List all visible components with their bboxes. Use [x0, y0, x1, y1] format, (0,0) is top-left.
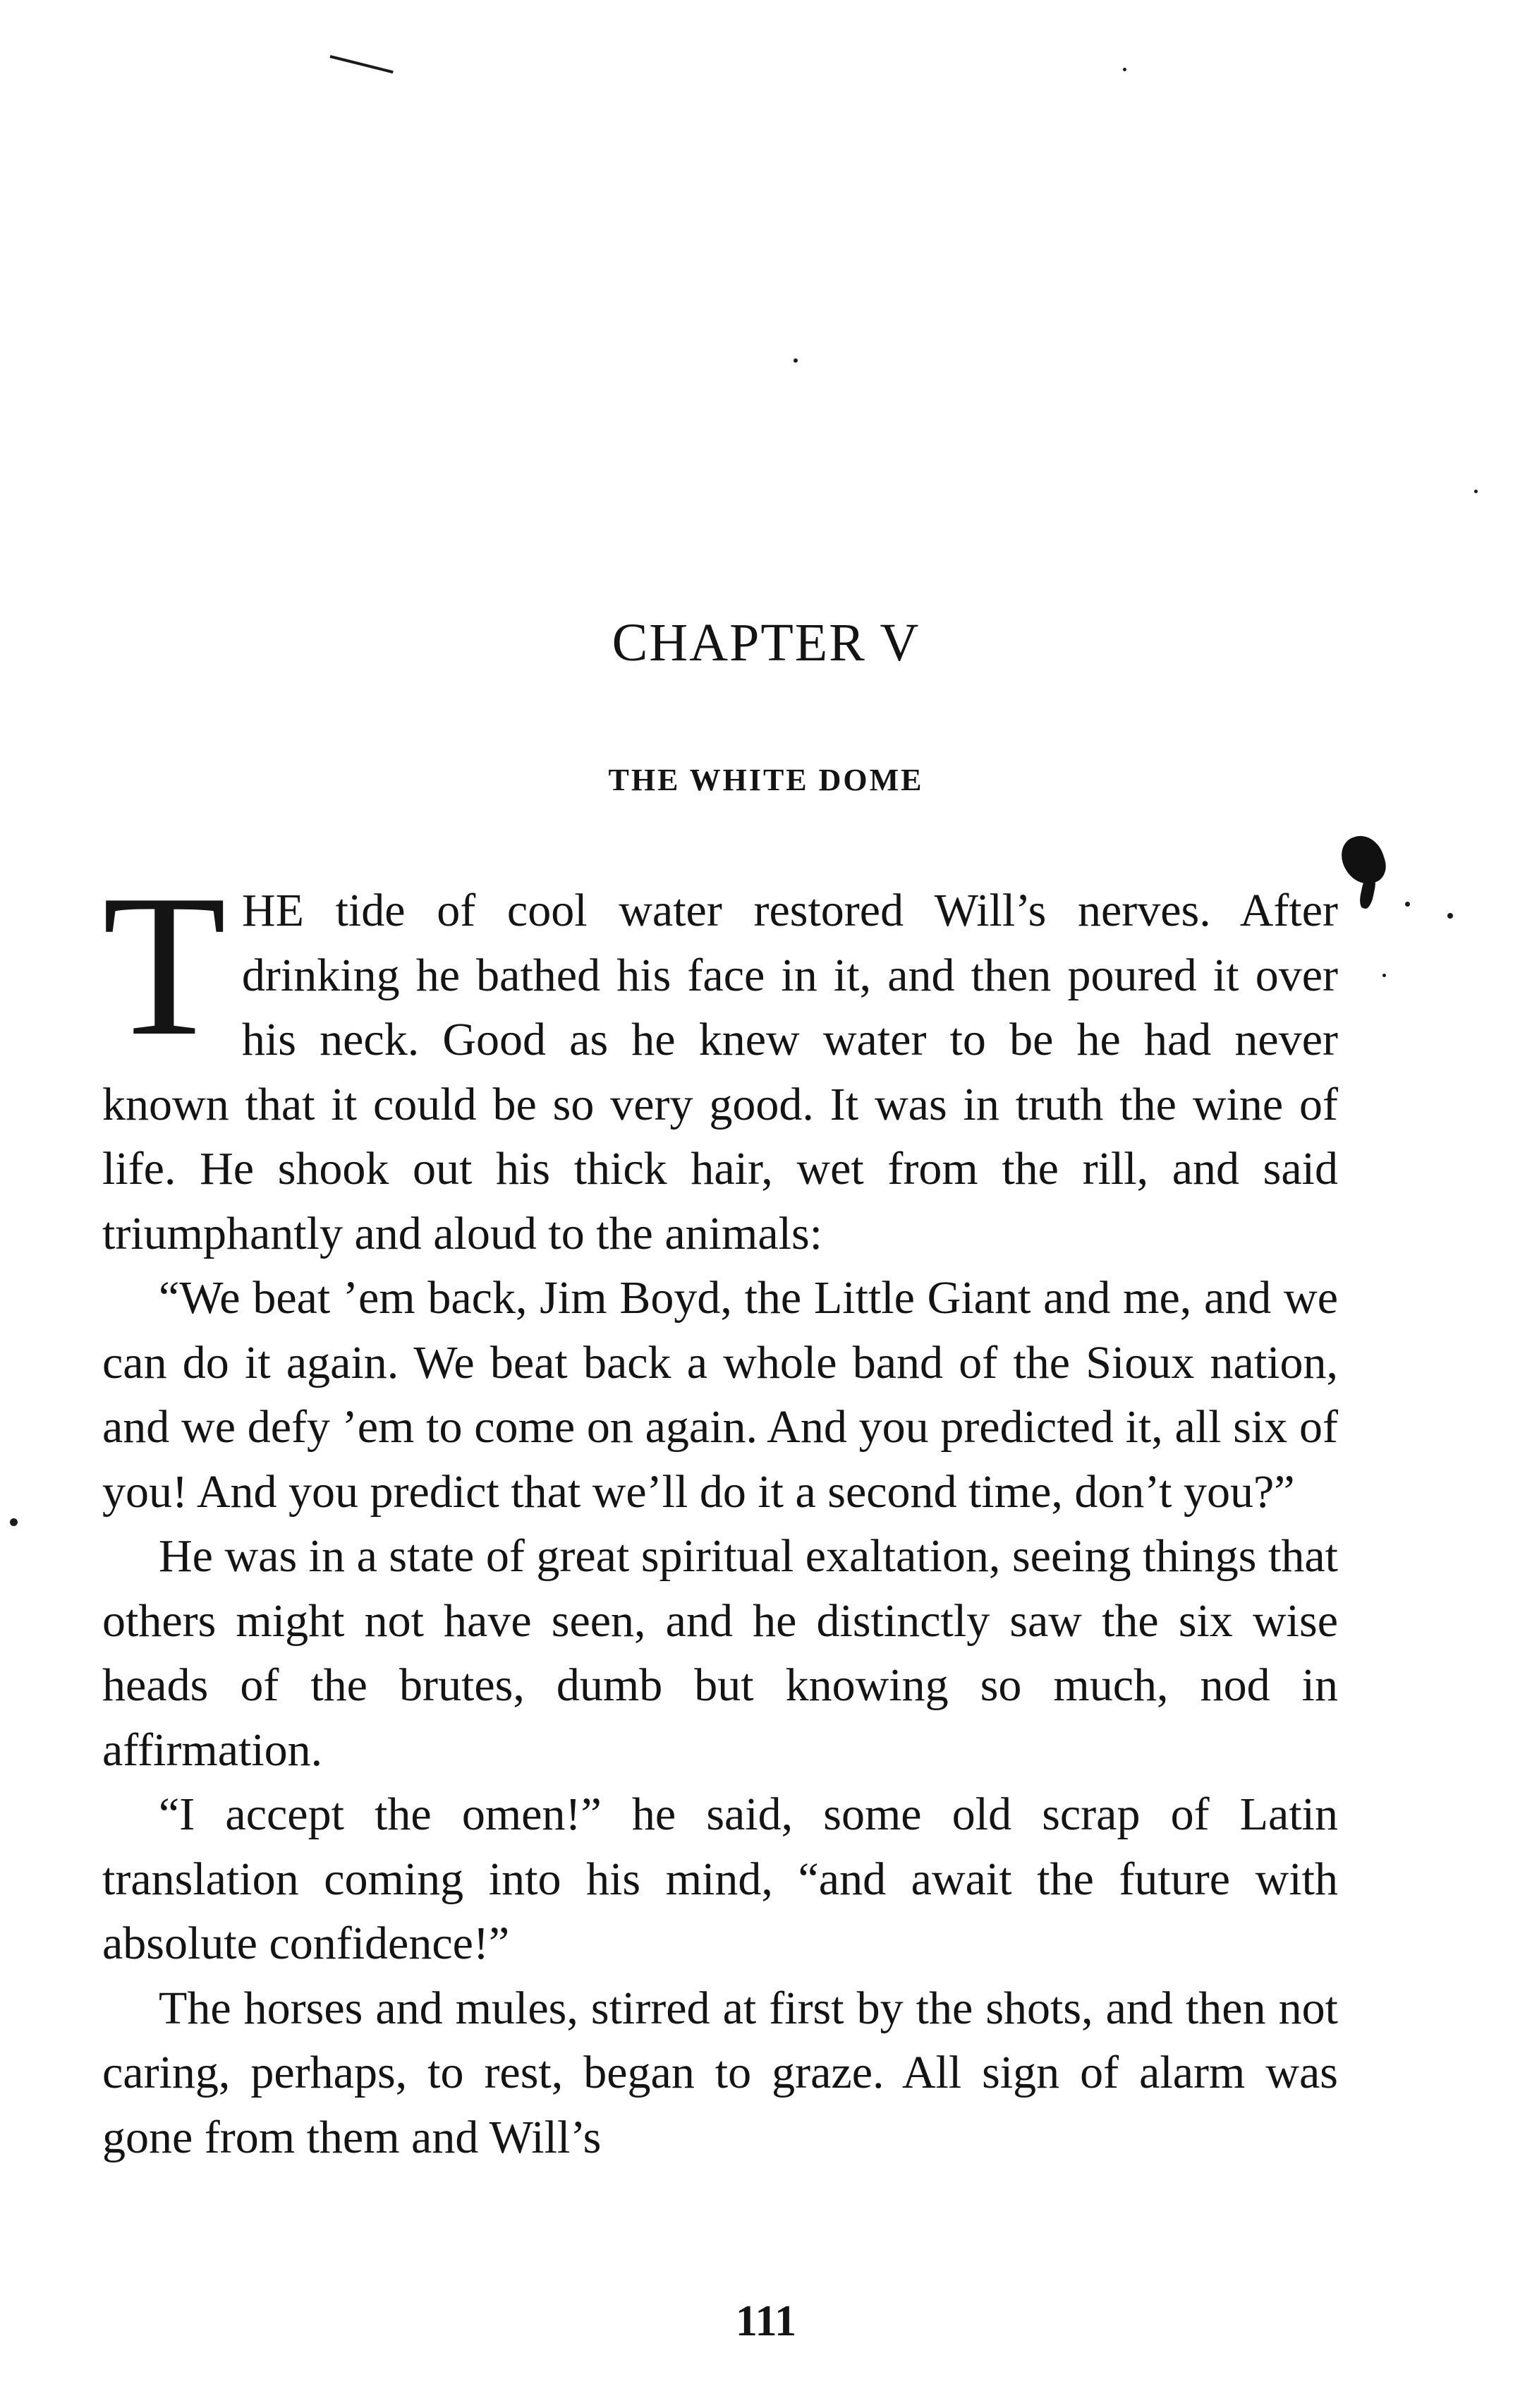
opening-paragraph-text: HE tide of cool water restored Will’s nerves. After drinking he bathed his face in it, and then poured it over his neck. Good as he knew water to be he had never known that it could be so very good. It was in truth the wine of life. He shook out his thick hair, wet from the rill, and said triumphantly and aloud to the animals:	[102, 885, 1338, 1259]
scan-speck	[1405, 902, 1410, 907]
body-paragraph: The horses and mules, stirred at first by the shots, and then not caring, perhaps, to rest, began to graze. All sign of alarm was gone from them and Will’s	[102, 1982, 1338, 2163]
chapter-title: CHAPTER V	[612, 613, 920, 672]
body-paragraph: He was in a state of great spiritual exaltation, seeing things that others might not have seen, and he distinctly saw the six wise heads of the brutes, dumb but knowing so much, nod in affirmation.	[102, 1530, 1338, 1776]
body-paragraph: “I accept the omen!” he said, some old scrap of Latin translation coming into his mind, “and await the future with absolute confidence!”	[102, 1789, 1338, 1969]
scan-speck	[794, 358, 798, 363]
chapter-subtitle: THE WHITE DOME	[608, 763, 924, 797]
body-paragraph: “We beat ’em back, Jim Boyd, the Little Giant and me, and we can do it again. We beat back a whole band of the Sioux nation, and we defy ’em to come on again. And you predicted it, all six of you! And you predict that we’ll do it a second time, don’t you?”	[102, 1272, 1338, 1518]
opening-paragraph	[102, 853, 1338, 1266]
drop-cap: T	[102, 853, 226, 1078]
scan-speck	[1382, 974, 1386, 977]
scan-speck	[1447, 913, 1453, 919]
scan-speck	[1474, 490, 1478, 493]
scan-speck	[10, 1518, 18, 1526]
page-number: 111	[735, 2297, 797, 2345]
scan-scratch-mark	[330, 55, 394, 73]
chapter-body	[102, 853, 1338, 2170]
scan-speck	[1123, 68, 1126, 71]
